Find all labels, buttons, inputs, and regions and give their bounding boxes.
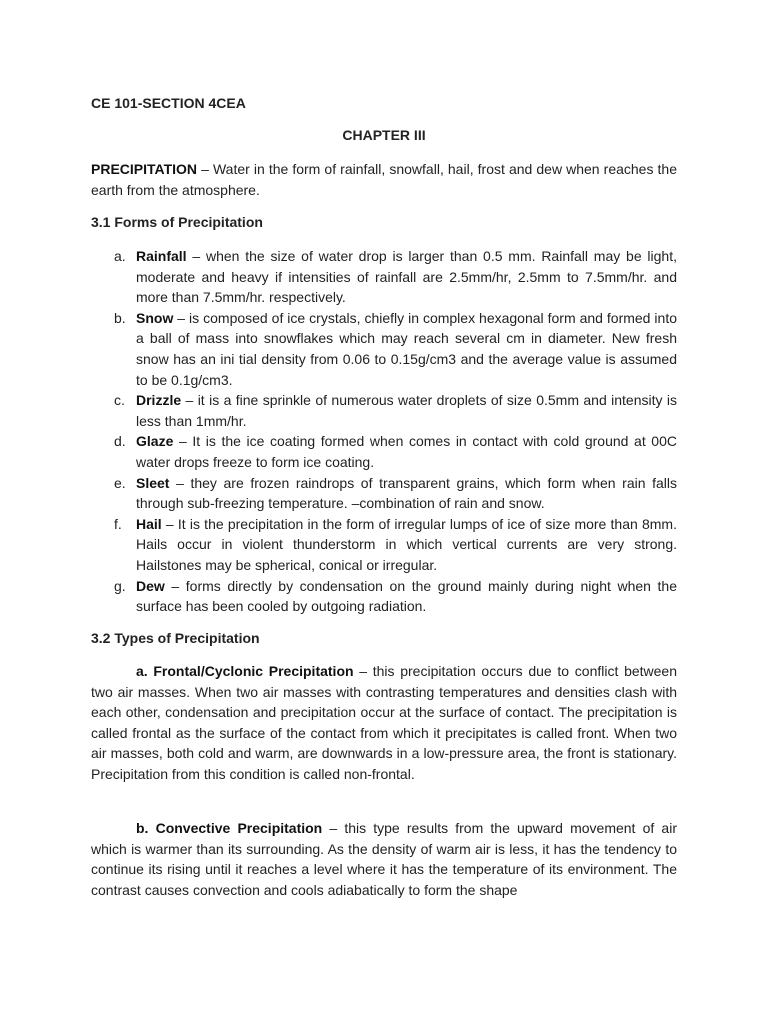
list-item-text: – when the size of water drop is larger than 0.5 mm. Rainfall may be light, moderate and heavy if intensities of rainfall are 2.5mm/hr, 2.5mm to 7.5mm/hr. and more than 7.5mm/hr. respectively.	[136, 248, 677, 306]
list-item	[91, 576, 677, 617]
intro-term: PRECIPITATION	[91, 161, 198, 177]
list-item	[91, 308, 677, 390]
course-header: CE 101-SECTION 4CEA	[91, 95, 246, 111]
list-item-term: Glaze	[136, 433, 174, 450]
list-marker: f.	[114, 515, 122, 532]
frontal-term: a. Frontal/Cyclonic Precipitation	[136, 663, 354, 679]
list-item-term: Sleet	[136, 474, 170, 491]
frontal-paragraph	[91, 661, 677, 785]
list-item	[91, 473, 677, 514]
list-item	[91, 514, 677, 576]
list-item	[91, 431, 677, 472]
convective-term: b. Convective Precipitation	[136, 820, 323, 836]
list-marker: e.	[114, 474, 126, 491]
list-item	[91, 390, 677, 431]
list-item-text: – they are frozen raindrops of transparent grains, which form when rain falls through sub-freezing temperature. –combination of rain and snow.	[136, 474, 677, 512]
section-heading-forms: 3.1 Forms of Precipitation	[91, 214, 263, 230]
list-item	[91, 246, 677, 308]
convective-paragraph	[91, 818, 677, 900]
list-item-term: Hail	[136, 515, 162, 532]
list-marker: b.	[114, 309, 126, 326]
list-marker: c.	[114, 392, 125, 409]
list-item-term: Snow	[136, 309, 174, 326]
list-marker: a.	[114, 248, 126, 264]
convective-text: – this type results from the upward movement of air which is warmer than its surrounding. As the density of warm air is less, it has the tendency to continue its rising until it reaches a level where it has the temperature of its environment. The contrast causes convection and cools adiabatically to form the shape	[91, 820, 677, 898]
intro-paragraph	[91, 159, 677, 200]
list-item-text: – forms directly by condensation on the ground mainly during night when the surface has been cooled by outgoing radiation.	[136, 577, 677, 615]
list-marker: d.	[114, 433, 126, 450]
chapter-title: CHAPTER III	[342, 127, 426, 143]
list-item-text: – it is a fine sprinkle of numerous water droplets of size 0.5mm and intensity is less than 1mm/hr.	[136, 392, 677, 429]
list-item-term: Dew	[136, 577, 165, 594]
list-marker: g.	[114, 577, 126, 594]
list-item-text: – is composed of ice crystals, chiefly in complex hexagonal form and formed into a ball of mass into snowflakes which may reach several cm in diameter. New fresh snow has an ini tial density from 0.06 to 0.15g/cm3 and the average value is assumed to be 0.1g/cm3.	[136, 309, 677, 388]
list-item-term: Drizzle	[136, 392, 182, 409]
intro-definition: – Water in the form of rainfall, snowfall, hail, frost and dew when reaches the earth from the atmosphere.	[91, 161, 677, 198]
frontal-text: – this precipitation occurs due to conflict between two air masses. When two air masses with contrasting temperatures and densities clash with each other, condensation and precipitation occur at the surface of contact. The precipitation is called frontal as the surface of the contact from which it precipitates is called front. When two air masses, both cold and warm, are downwards in a low-pressure area, the front is stationary. Precipitation from this condition is called non-frontal.	[91, 663, 678, 782]
list-item-text: – It is the precipitation in the form of irregular lumps of ice of size more than 8mm. Hails occur in violent thunderstorm in which vertical currents are very strong. Hailstones may be spherical, conical or irregular.	[136, 515, 677, 573]
forms-list	[91, 246, 677, 617]
list-item-term: Rainfall	[136, 248, 187, 264]
section-heading-types: 3.2 Types of Precipitation	[91, 630, 260, 646]
list-item-text: – It is the ice coating formed when comes in contact with cold ground at 00C water drops freeze to form ice coating.	[136, 433, 677, 470]
